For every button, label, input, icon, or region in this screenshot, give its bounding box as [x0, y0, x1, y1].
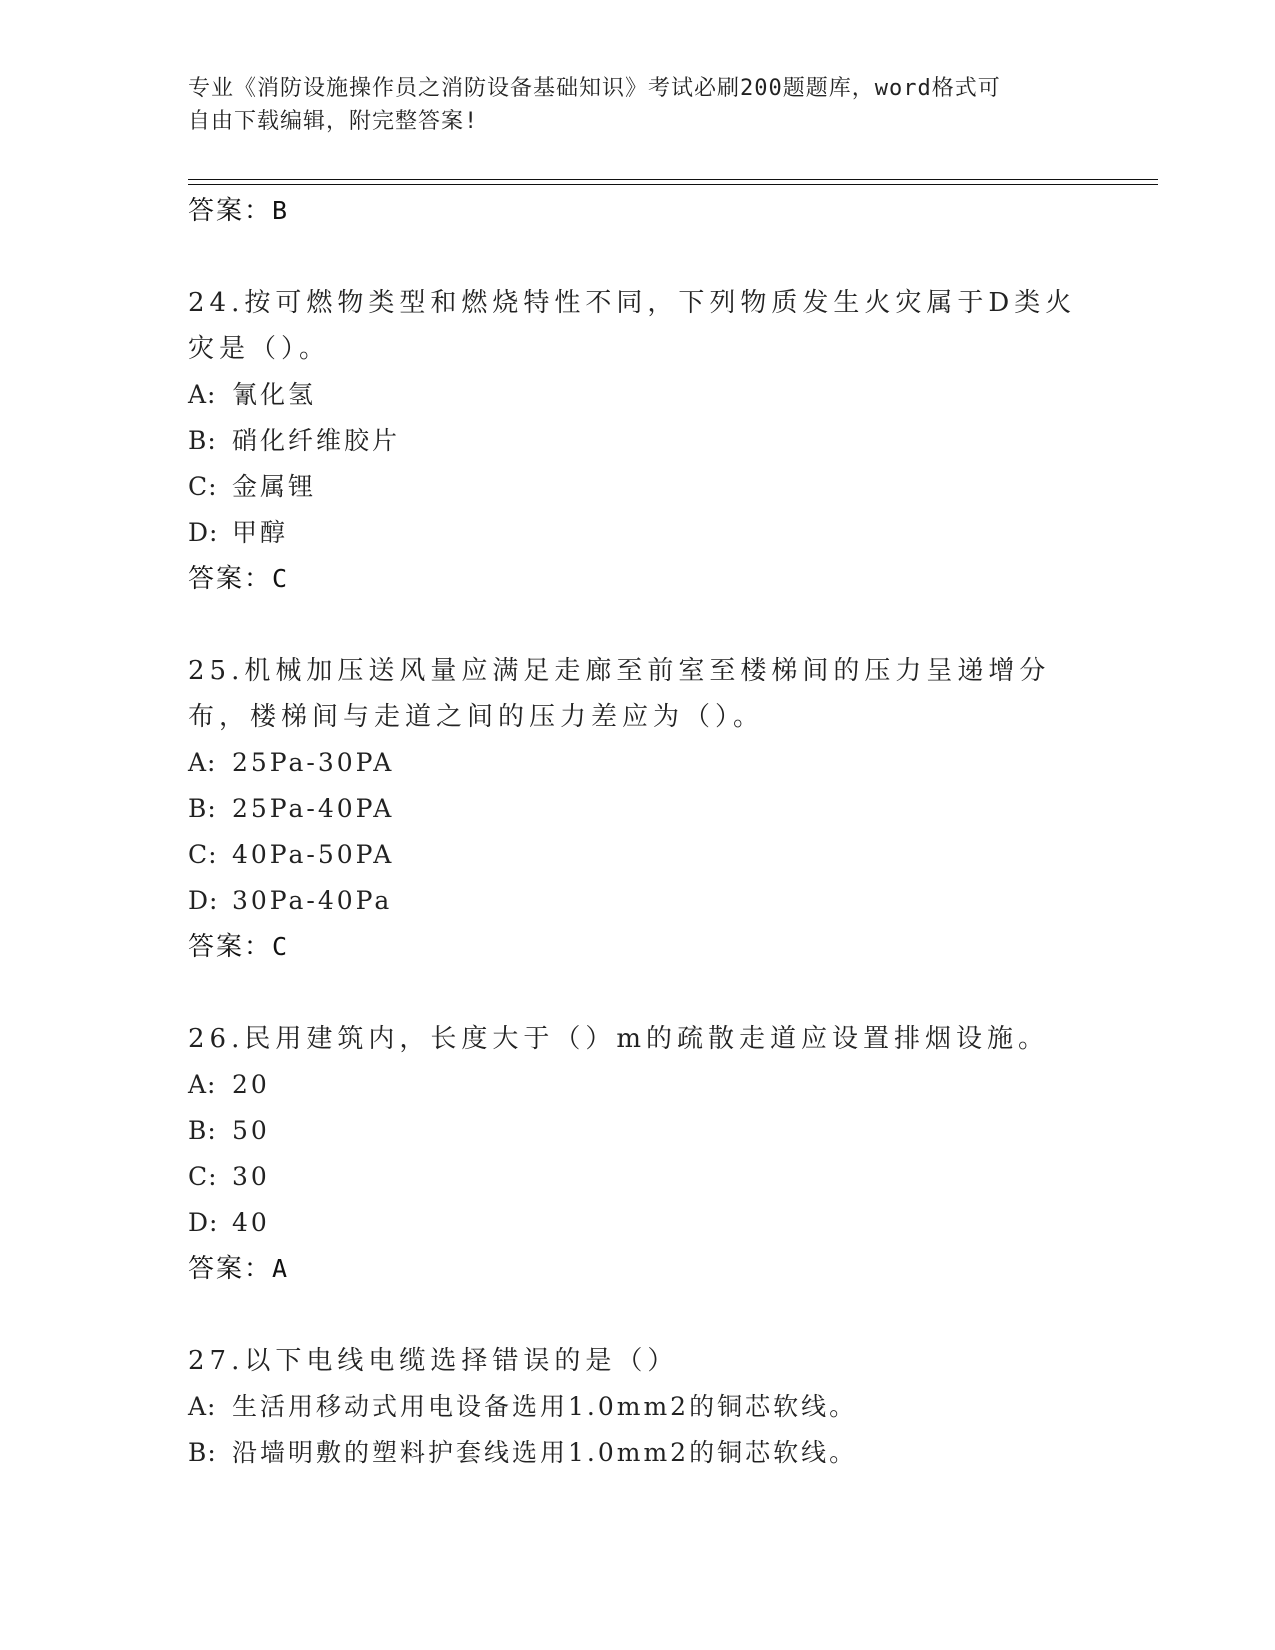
option-letter: B:: [188, 1116, 217, 1145]
header-title-line1: 专业《消防设施操作员之消防设备基础知识》考试必刷200题题库，word格式可: [188, 76, 1001, 101]
answer-value: A: [272, 1254, 288, 1283]
option-b: [188, 418, 1088, 464]
option-a: [188, 372, 1088, 418]
option-text: 30: [232, 1162, 270, 1191]
option-a: [188, 1384, 1088, 1430]
question-answer: [188, 924, 1088, 970]
option-text: 生活用移动式用电设备选用1.0mm2的铜芯软线。: [232, 1392, 858, 1421]
question-stem: 26.民用建筑内，长度大于（）m的疏散走道应设置排烟设施。: [188, 1024, 1050, 1054]
option-text: 金属锂: [232, 472, 317, 501]
question-26: [188, 1016, 1088, 1292]
option-text: 40Pa-50PA: [232, 840, 395, 869]
option-text: 甲醇: [232, 518, 289, 547]
option-text: 沿墙明敷的塑料护套线选用1.0mm2的铜芯软线。: [232, 1438, 858, 1467]
option-d: [188, 1200, 1088, 1246]
option-text: 25Pa-30PA: [232, 748, 395, 777]
question-stem: 25.机械加压送风量应满足走廊至前室至楼梯间的压力呈递增分布，楼梯间与走道之间的压力差应为（）。: [188, 656, 1051, 732]
header-divider: [188, 179, 1158, 180]
document-header: [188, 72, 1088, 138]
option-letter: B:: [188, 794, 217, 823]
option-text: 30Pa-40Pa: [232, 886, 393, 915]
option-c: [188, 832, 1088, 878]
option-letter: A:: [188, 1392, 217, 1421]
question-27: [188, 1338, 1088, 1476]
option-b: [188, 1430, 1088, 1476]
question-stem: 27.以下电线电缆选择错误的是（）: [188, 1346, 679, 1376]
option-c: [188, 464, 1088, 510]
option-letter: C:: [188, 840, 218, 869]
answer-label: 答案：: [188, 1254, 273, 1284]
option-a: [188, 740, 1088, 786]
option-text: 20: [232, 1070, 270, 1099]
header-divider-double: [188, 184, 1158, 185]
header-title-line2: 自由下载编辑，附完整答案!: [188, 109, 479, 134]
question-stem: 24.按可燃物类型和燃烧特性不同，下列物质发生火灾属于D类火灾是（）。: [188, 288, 1077, 364]
answer-label: 答案：: [188, 932, 273, 962]
option-letter: D:: [188, 886, 219, 915]
option-text: 硝化纤维胶片: [232, 426, 401, 455]
answer-value: B: [272, 196, 288, 225]
option-text: 氰化氢: [232, 380, 317, 409]
answer-label: 答案：: [188, 196, 273, 226]
option-text: 25Pa-40PA: [232, 794, 395, 823]
answer-label: 答案：: [188, 564, 273, 594]
option-text: 50: [232, 1116, 270, 1145]
option-d: [188, 878, 1088, 924]
option-text: 40: [232, 1208, 270, 1237]
question-25: [188, 648, 1088, 970]
option-letter: D:: [188, 1208, 219, 1237]
option-letter: A:: [188, 748, 217, 777]
option-c: [188, 1154, 1088, 1200]
option-letter: D:: [188, 518, 219, 547]
option-b: [188, 786, 1088, 832]
question-24: [188, 280, 1088, 602]
option-letter: A:: [188, 1070, 217, 1099]
option-letter: A:: [188, 380, 217, 409]
question-list: [188, 188, 1088, 1476]
option-d: [188, 510, 1088, 556]
option-letter: B:: [188, 426, 217, 455]
answer-value: C: [272, 932, 288, 961]
option-b: [188, 1108, 1088, 1154]
question-answer: [188, 1246, 1088, 1292]
question-answer: [188, 556, 1088, 602]
option-letter: B:: [188, 1438, 217, 1467]
option-letter: C:: [188, 472, 218, 501]
option-a: [188, 1062, 1088, 1108]
option-letter: C:: [188, 1162, 218, 1191]
answer-value: C: [272, 564, 288, 593]
previous-answer: [188, 188, 1088, 234]
